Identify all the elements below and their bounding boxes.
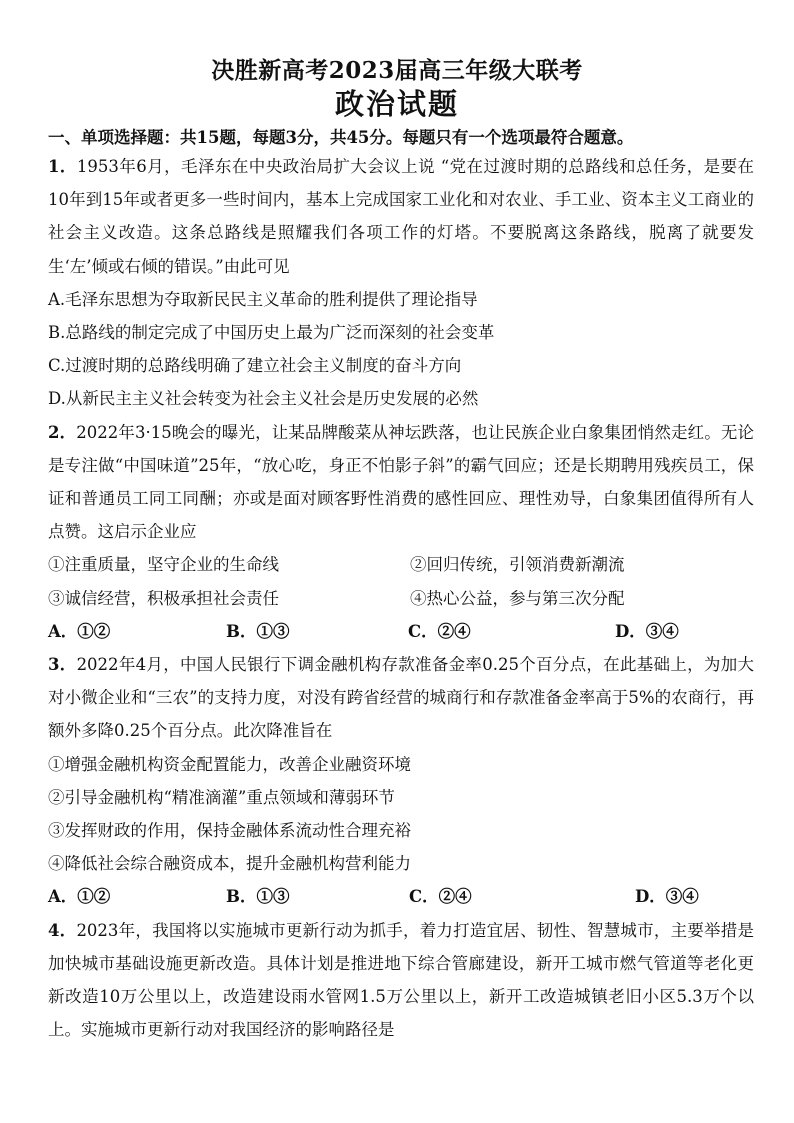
choice-c: C．②④ (408, 621, 471, 641)
question-number: 4． (48, 920, 77, 940)
choice-c: C．②④ (409, 887, 472, 907)
exam-subject-title: 政治试题 (334, 87, 459, 121)
option-c: C.过渡时期的总路线明确了建立社会主义制度的奋斗方向 (48, 356, 462, 376)
choice-a: A．①② (48, 887, 111, 907)
question-number: 2． (48, 422, 77, 442)
exam-title: 决胜新高考2023届高三年级大联考 (211, 57, 583, 84)
statement-4: ④热心公益，参与第三次分配 (410, 588, 625, 608)
statement-4: ④降低社会综合融资成本，提升金融机构营利能力 (48, 854, 411, 874)
statement-1: ①注重质量，坚守企业的生命线 (48, 555, 279, 575)
question-2 (48, 416, 754, 549)
question-3 (48, 648, 754, 748)
question-stem: 1953年6月，毛泽东在中央政治局扩大会议上说 “党在过渡时期的总路线和总任务，是要在10年到15年或者更多一些时间内，基本上完成国家工业化和对农业、手工业、资本主义工商业的社会主义改造。这条总路线是照耀我们各项工作的灯塔。不要脱离这条路线，脱离了就要发生‘左’倾或右倾的错误。”由此可见 (48, 157, 755, 276)
section-heading: 一、单项选择题：共15题，每题3分，共45分。每题只有一个选项最符合题意。 (48, 128, 634, 147)
statement-row (48, 582, 754, 615)
choice-b: B．①③ (226, 887, 290, 907)
option-a: A.毛泽东思想为夺取新民民主义革命的胜利提供了理论指导 (48, 289, 478, 309)
statement-3: ③发挥财政的作用，保持金融体系流动性合理充裕 (48, 821, 411, 841)
question-number: 1． (48, 157, 77, 176)
choice-d: D．③④ (615, 621, 679, 641)
question-stem: 2022年3·15晚会的曝光，让某品牌酸菜从神坛跌落，也让民族企业白象集团悄然走红。无论是专注做“中国味道”25年，“放心吃，身正不怕影子斜”的霸气回应；还是长期聘用残疾员工，保证和普通员工同工同酬；亦或是面对顾客野性消费的感性回应、理性劝导，白象集团值得所有人点赞。这启示企业应 (48, 422, 755, 542)
question-1 (48, 150, 754, 283)
option-b: B.总路线的制定完成了中国历史上最为广泛而深刻的社会变革 (48, 323, 495, 343)
questions-body (48, 150, 754, 1046)
question-stem: 2022年4月，中国人民银行下调金融机构存款准备金率0.25个百分点，在此基础上，为加大对小微企业和“三农”的支持力度，对没有跨省经营的城商行和存款准备金率高于5%的农商行，再额外多降0.25个百分点。此次降准旨在 (48, 655, 754, 741)
statement-2: ②引导金融机构“精准滴灌”重点领域和薄弱环节 (48, 787, 395, 807)
option-d: D.从新民主主义社会转变为社会主义社会是历史发展的必然 (48, 389, 479, 409)
question-number: 3． (48, 655, 77, 675)
choice-b: B．①③ (226, 621, 290, 641)
question-stem: 2023年，我国将以实施城市更新行动为抓手，着力打造宜居、韧性、智慧城市，主要举措是加快城市基础设施更新改造。具体计划是推进地下综合管廊建设，新开工城市燃气管道等老化更新改造10万公里以上，改造建设雨水管网1.5万公里以上，新开工改造城镇老旧小区5.3万个以上。实施城市更新行动对我国经济的影响路径是 (48, 920, 754, 1040)
choice-a: A．①② (48, 621, 111, 641)
statement-1: ①增强金融机构资金配置能力，改善企业融资环境 (48, 754, 411, 774)
statement-3: ③诚信经营，积极承担社会责任 (48, 588, 279, 608)
choice-row (48, 880, 754, 913)
question-4 (48, 914, 754, 1047)
statement-row (48, 548, 754, 581)
choice-d: D．③④ (635, 887, 699, 907)
statement-2: ②回归传统，引领消费新潮流 (410, 555, 625, 575)
choice-row (48, 615, 754, 648)
